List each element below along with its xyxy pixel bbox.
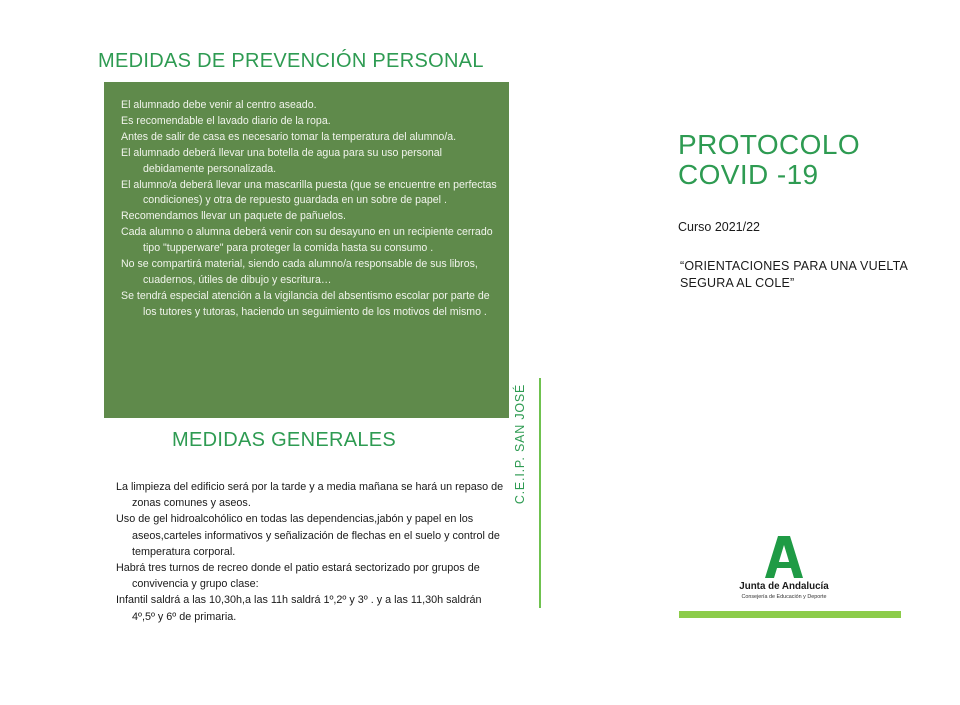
personal-measures-list xyxy=(121,98,501,321)
list-item: Habrá tres turnos de recreo donde el patio estará sectorizado por grupos de convivencia y grupo clase: xyxy=(116,562,480,591)
list-item: Es recomendable el lavado diario de la ropa. xyxy=(121,114,331,127)
title-line-1: PROTOCOLO xyxy=(678,129,861,160)
junta-a-logo-icon xyxy=(765,536,803,578)
course-label: Curso 2021/22 xyxy=(678,220,761,234)
protocol-title xyxy=(678,130,860,190)
title-line-2: COVID -19 xyxy=(678,159,819,190)
personal-measures-box xyxy=(104,82,509,418)
subtitle: “ORIENTACIONES PARA UNA VUELTA SEGURA AL COLE” xyxy=(680,259,908,290)
general-measures-list xyxy=(110,479,505,625)
list-item: El alumnado deberá llevar una botella de agua para su uso personal debidamente personalizada. xyxy=(121,146,442,175)
list-item: El alumnado debe venir al centro aseado. xyxy=(121,99,317,111)
list-item: Se tendrá especial atención a la vigilancia del absentismo escolar por parte de los tutores y tutoras, haciendo un seguimiento de los motivos del mismo . xyxy=(121,289,490,318)
list-item: La limpieza del edificio será por la tarde y a media mañana se hará un repaso de zonas comunes y aseos. xyxy=(116,481,504,510)
footer-green-bar xyxy=(679,611,901,618)
list-item: No se compartirá material, siendo cada alumno/a responsable de sus libros, cuadernos, útiles de dibujo y escritura… xyxy=(121,258,478,286)
list-item: Infantil saldrá a las 10,30h,a las 11h saldrá 1º,2º y 3º . y a las 11,30h saldrán 4º,5º y 6º de primaria. xyxy=(116,594,482,623)
vertical-divider xyxy=(539,378,541,608)
junta-name: Junta de Andalucía xyxy=(739,581,829,592)
general-measures-heading: MEDIDAS GENERALES xyxy=(172,429,397,451)
school-name-vertical-label: C.E.I.P. SAN JOSÉ xyxy=(513,383,527,505)
list-item: Antes de salir de casa es necesario tomar la temperatura del alumno/a. xyxy=(121,130,457,143)
list-item: El alumno/a deberá llevar una mascarilla puesta (que se encuentre en perfectas condiciones) y otra de repuesto guardada en un sobre de papel . xyxy=(121,178,497,207)
list-item: Uso de gel hidroalcohólico en todas las dependencias,jabón y papel en los aseos,carteles informativos y señalización de flechas en el suelo y control de temperatura corporal. xyxy=(116,513,500,558)
junta-andalucia-logo xyxy=(729,536,839,606)
list-item: Cada alumno o alumna deberá venir con su desayuno en un recipiente cerrado tipo "tupperware" para proteger la comida hasta su consumo . xyxy=(121,226,493,255)
personal-measures-heading: MEDIDAS DE PREVENCIÓN PERSONAL xyxy=(98,50,484,72)
junta-department: Consejería de Educación y Deporte xyxy=(741,594,827,600)
list-item: Recomendamos llevar un paquete de pañuelos. xyxy=(121,210,346,223)
